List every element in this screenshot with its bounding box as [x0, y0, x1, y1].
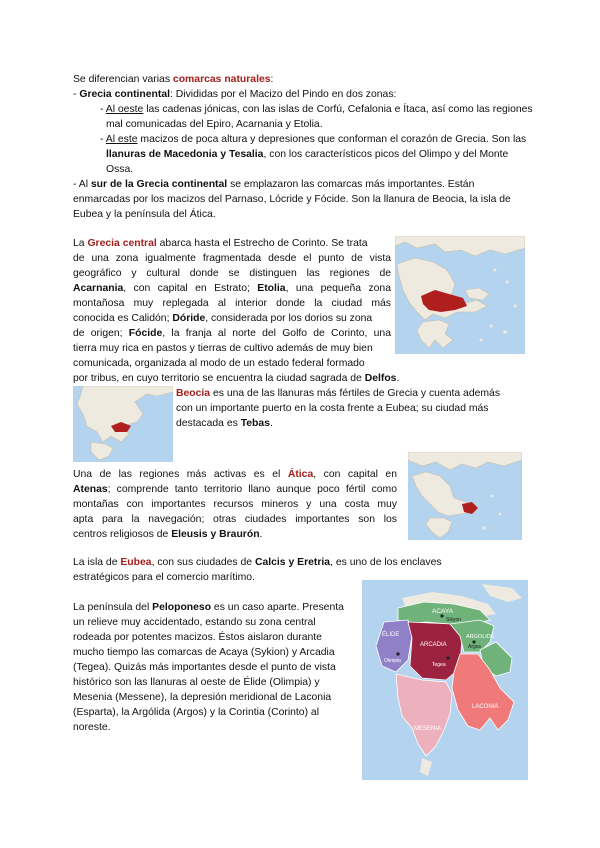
- label-arcadia: ARCADIA: [420, 642, 447, 648]
- label-elide: ÉLIDE: [382, 632, 400, 638]
- atica-paragraph: Una de las regiones más activas es el Ática, con capital en Atenas; comprende tanto territorio llano aunque poco fértil como montañas con importantes recursos mineros y una costa muy apta para la navegación; otras ciudades importantes son los centros religiosos de Eleusis y Braurón.: [73, 469, 397, 540]
- beocia-paragraph: Beocia es una de las llanuras más fértiles de Grecia y cuenta además con un importante puerto en la costa frente a Eubea; su ciudad más destacada es Tebas.: [176, 388, 501, 429]
- label-argolide: ARGOLIDE: [466, 634, 495, 640]
- label-sikyon: Sikyon: [446, 617, 462, 623]
- central-paragraph: La Grecia central abarca hasta el Estrecho de Corinto. Se trata de una zona igualmente fragmentada desde el punto de vista geográfico y cultural donde se distinguen las regiones de Acarnania, con capital en Estrato; Etolia, una pequeña zona montañosa muy replegada al interior donde la ciudad más conocida es Calidón; Dóride, considerada por los dorios su zona de origen; Fócide, la franja al norte del Golfo de Corinto, una tierra muy rica en pastos y tierras de cultivo además de muy bien comunicada, organizada al modo de un estado federal formado por tribus, en cuyo territorio se encuentra la ciudad sagrada de Delfos.: [73, 238, 400, 384]
- east-item: - Al este macizos de poca altura y depresiones que conforman el corazón de Grecia. Son las llanuras de Macedonia y Tesalia, con los característicos picos del Olimpo y del Monte Ossa.: [100, 134, 527, 175]
- map-atica: [408, 452, 522, 540]
- label-olimpia: Olimpia: [384, 658, 401, 664]
- eubea-paragraph: La isla de Eubea, con sus ciudades de Calcis y Eretria, es uno de los enclaves estratégicos para el comercio marítimo.: [73, 557, 442, 583]
- label-tegea: Tegea: [432, 662, 446, 668]
- map-beocia: [73, 386, 173, 462]
- continental-heading: - Grecia continental: Divididas por el Macizo del Pindo en dos zonas:: [73, 89, 397, 100]
- grecia-continental-label: Grecia continental: [79, 89, 171, 100]
- map-grecia-central: [395, 236, 525, 354]
- peloponeso-paragraph: La península del Peloponeso es un caso aparte. Presenta un relieve muy accidentado, estando su zona central rodeada por potentes macizos. Éstos aislaron durante mucho tiempo las comarcas de Acaya (Sykion) y Arcadia (Tegea). Quizás más importantes desde el punto de vista histórico son las llanuras al oeste de Élide (Olimpia) y Mesenia (Messene), la depresión meridional de Laconia (Esparta), la Argólida (Argos) y la Corintia (Corinto) al noreste.: [73, 602, 344, 733]
- map-peloponeso: [362, 580, 528, 780]
- label-mesenia: MESENIA: [414, 726, 442, 732]
- south-paragraph: - Al sur de la Grecia continental se emplazaron las comarcas más importantes. Están enmarcadas por los macizos del Parnaso, Lócride y Fócide. Son la llanura de Beocia, la isla de Eubea y la península del Ática.: [73, 179, 511, 220]
- label-laconia: LACONIA: [472, 704, 499, 710]
- label-argos: Argos: [468, 644, 482, 650]
- label-acaya: ACAYA: [432, 608, 454, 615]
- intro-line: Se diferencian varias comarcas naturales:: [73, 74, 274, 85]
- comarcas-highlight: comarcas naturales: [172, 74, 271, 85]
- west-item: - Al oeste las cadenas jónicas, con las islas de Corfú, Cefalonia e Ítaca, así como las regiones mal comunicadas del Epiro, Acarnania y Etolia.: [100, 104, 533, 130]
